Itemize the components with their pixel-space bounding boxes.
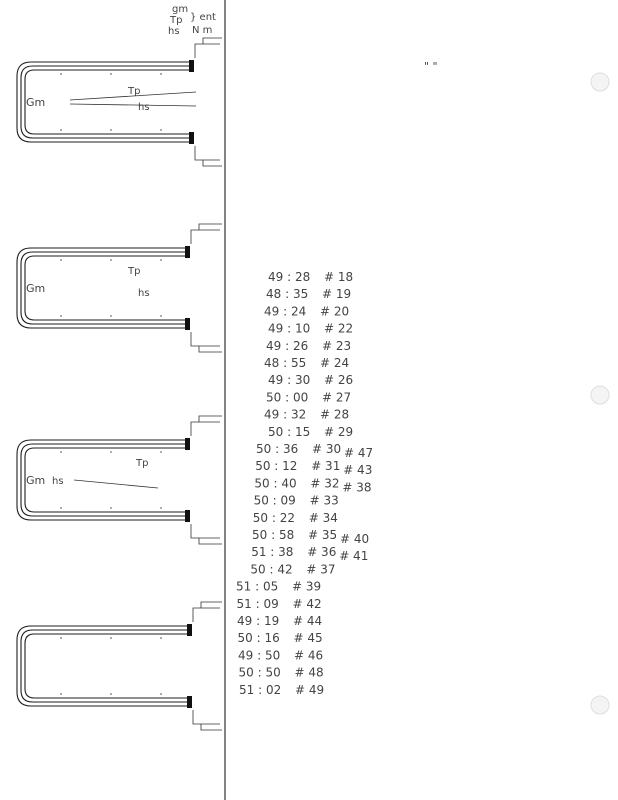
entry-time: 50 : 15 <box>268 424 311 439</box>
entry-time: 50 : 40 <box>254 476 297 491</box>
entry-time: 51 : 02 <box>239 682 282 697</box>
fitting-bracket <box>193 608 220 622</box>
entry-number: # 46 <box>294 648 324 663</box>
entry-time: 50 : 36 <box>256 442 299 456</box>
entry-number: # 20 <box>320 304 350 319</box>
time-log-entry <box>268 322 353 336</box>
time-log-entry <box>264 408 349 422</box>
loop-wire <box>21 630 190 702</box>
entry-time: 50 : 50 <box>238 665 281 680</box>
entry-extra-number: # 43 <box>343 463 373 478</box>
time-log-entry <box>254 476 371 494</box>
fitting-bracket <box>191 524 220 538</box>
entry-extra-number: # 47 <box>344 446 374 460</box>
loop-wire <box>25 70 192 134</box>
entry-number: # 36 <box>307 545 337 560</box>
entry-time: 49 : 19 <box>237 614 280 628</box>
entry-time: 50 : 58 <box>252 528 295 542</box>
entry-number: # 27 <box>322 390 352 405</box>
entry-time: 51 : 38 <box>251 545 294 560</box>
diagram-label-gm: Gm <box>26 474 46 487</box>
legend-gm: gm <box>172 4 189 15</box>
fitting-bracket <box>195 146 220 160</box>
loop-wire <box>21 66 192 138</box>
time-log-entry <box>239 683 324 697</box>
time-log-entry <box>253 511 338 525</box>
entry-number: # 18 <box>324 270 354 284</box>
fitting-bracket <box>195 44 220 58</box>
entry-time: 51 : 09 <box>236 596 279 611</box>
fitting-bracket <box>191 230 220 244</box>
diagram-label-tp: Tp <box>128 266 141 277</box>
time-log <box>236 270 373 697</box>
binder-hole <box>591 386 609 404</box>
entry-number: # 33 <box>309 493 339 508</box>
terminal-block <box>189 132 194 144</box>
time-log-entry <box>266 287 351 301</box>
time-log-entry <box>264 356 349 370</box>
time-log-entry <box>254 494 339 508</box>
entry-number: # 45 <box>293 631 323 646</box>
entry-time: 49 : 50 <box>238 648 281 663</box>
loop-wire <box>25 634 190 698</box>
legend-hs: hs <box>168 26 180 37</box>
entry-time: 50 : 09 <box>253 493 296 508</box>
entry-number: # 34 <box>308 510 338 525</box>
binder-holes <box>591 73 609 714</box>
fitting-bracket <box>191 332 220 346</box>
time-log-entry <box>255 459 372 477</box>
entry-time: 50 : 16 <box>237 631 280 646</box>
fitting-bracket <box>203 160 222 166</box>
terminal-block <box>187 624 192 636</box>
diagram-stack <box>17 38 222 730</box>
entry-time: 49 : 32 <box>264 407 307 422</box>
u-loop-diagram <box>17 38 222 166</box>
time-log-entry <box>239 666 324 680</box>
entry-time: 50 : 00 <box>266 390 309 405</box>
terminal-block <box>185 510 190 522</box>
diagram-label-gm: Gm <box>26 96 46 109</box>
entry-time: 50 : 12 <box>255 459 298 474</box>
loop-wire <box>21 252 188 324</box>
loop-wire <box>25 256 188 320</box>
entry-time: 51 : 05 <box>236 579 279 594</box>
entry-number: # 26 <box>324 373 354 388</box>
time-log-entry <box>252 528 369 546</box>
terminal-block <box>189 60 194 72</box>
diagram-label-hs: hs <box>138 288 150 299</box>
entry-time: 48 : 35 <box>266 287 309 302</box>
entry-number: # 23 <box>322 338 352 353</box>
binder-hole <box>591 73 609 91</box>
entry-time: 50 : 42 <box>250 562 293 577</box>
entry-number: # 19 <box>322 287 352 302</box>
time-log-entry <box>236 580 321 594</box>
diagram-label-tp: Tp <box>128 86 141 97</box>
entry-number: # 24 <box>320 356 350 370</box>
entry-number: # 39 <box>292 579 322 594</box>
time-log-entry <box>264 304 349 318</box>
legend-nm: N m <box>192 25 213 36</box>
arrow-line <box>70 104 196 106</box>
entry-time: 49 : 24 <box>264 304 307 319</box>
time-log-entry <box>238 631 323 645</box>
time-log-entry <box>266 390 351 404</box>
fitting-bracket <box>193 710 220 724</box>
entry-number: # 29 <box>324 424 354 439</box>
entry-time: 49 : 30 <box>268 373 311 388</box>
fitting-bracket <box>199 538 222 544</box>
time-log-entry <box>268 270 353 284</box>
entry-number: # 22 <box>324 321 354 336</box>
u-loop-diagram <box>17 224 222 352</box>
diagram-label-hs: hs <box>52 476 64 487</box>
loop-wire <box>21 444 188 516</box>
diagram-label-hs: hs <box>138 102 150 113</box>
u-loop-diagram <box>17 416 222 544</box>
fitting-bracket <box>199 416 222 422</box>
entry-extra-number: # 41 <box>339 549 369 564</box>
u-loop-diagram <box>17 602 222 730</box>
time-log-entry <box>237 614 322 628</box>
entry-number: # 35 <box>308 528 338 542</box>
time-log-entry <box>250 562 335 576</box>
terminal-block <box>185 438 190 450</box>
legend-tp: Tp <box>170 15 183 26</box>
top-marks: " " <box>424 60 438 73</box>
entry-number: # 28 <box>320 407 350 422</box>
diagram-label-tp: Tp <box>136 458 149 469</box>
entry-number: # 31 <box>311 459 341 474</box>
entry-time: 48 : 55 <box>264 356 307 370</box>
entry-number: # 42 <box>292 596 322 611</box>
fitting-bracket <box>203 38 222 44</box>
entry-extra-number: # 40 <box>340 532 370 546</box>
fitting-bracket <box>191 422 220 436</box>
legend-ent: } ent <box>190 12 216 23</box>
terminal-block <box>185 246 190 258</box>
entry-number: # 44 <box>293 614 323 628</box>
time-log-entry <box>238 648 323 662</box>
entry-number: # 37 <box>306 562 336 577</box>
loop-wire <box>25 448 188 512</box>
terminal-block <box>185 318 190 330</box>
time-log-entry <box>256 442 373 460</box>
arrow-line <box>74 480 158 488</box>
diagram-label-gm: Gm <box>26 282 46 295</box>
fitting-bracket <box>199 224 222 230</box>
time-log-entry <box>266 339 351 353</box>
fitting-bracket <box>199 346 222 352</box>
time-log-entry <box>268 373 353 387</box>
header-legend <box>168 4 216 37</box>
loop-wire <box>17 626 190 706</box>
time-log-entry <box>237 597 322 611</box>
entry-time: 49 : 26 <box>266 338 309 353</box>
entry-number: # 48 <box>294 665 324 680</box>
entry-number: # 30 <box>312 442 342 456</box>
entry-number: # 49 <box>295 682 325 697</box>
entry-time: 49 : 10 <box>268 321 311 336</box>
entry-extra-number: # 38 <box>342 480 372 495</box>
fitting-bracket <box>201 602 222 608</box>
time-log-entry <box>268 425 353 439</box>
terminal-block <box>187 696 192 708</box>
entry-number: # 32 <box>310 476 340 491</box>
entry-time: 50 : 22 <box>252 510 296 525</box>
time-log-entry <box>251 545 368 563</box>
entry-time: 49 : 28 <box>268 270 311 284</box>
binder-hole <box>591 696 609 714</box>
fitting-bracket <box>201 724 222 730</box>
